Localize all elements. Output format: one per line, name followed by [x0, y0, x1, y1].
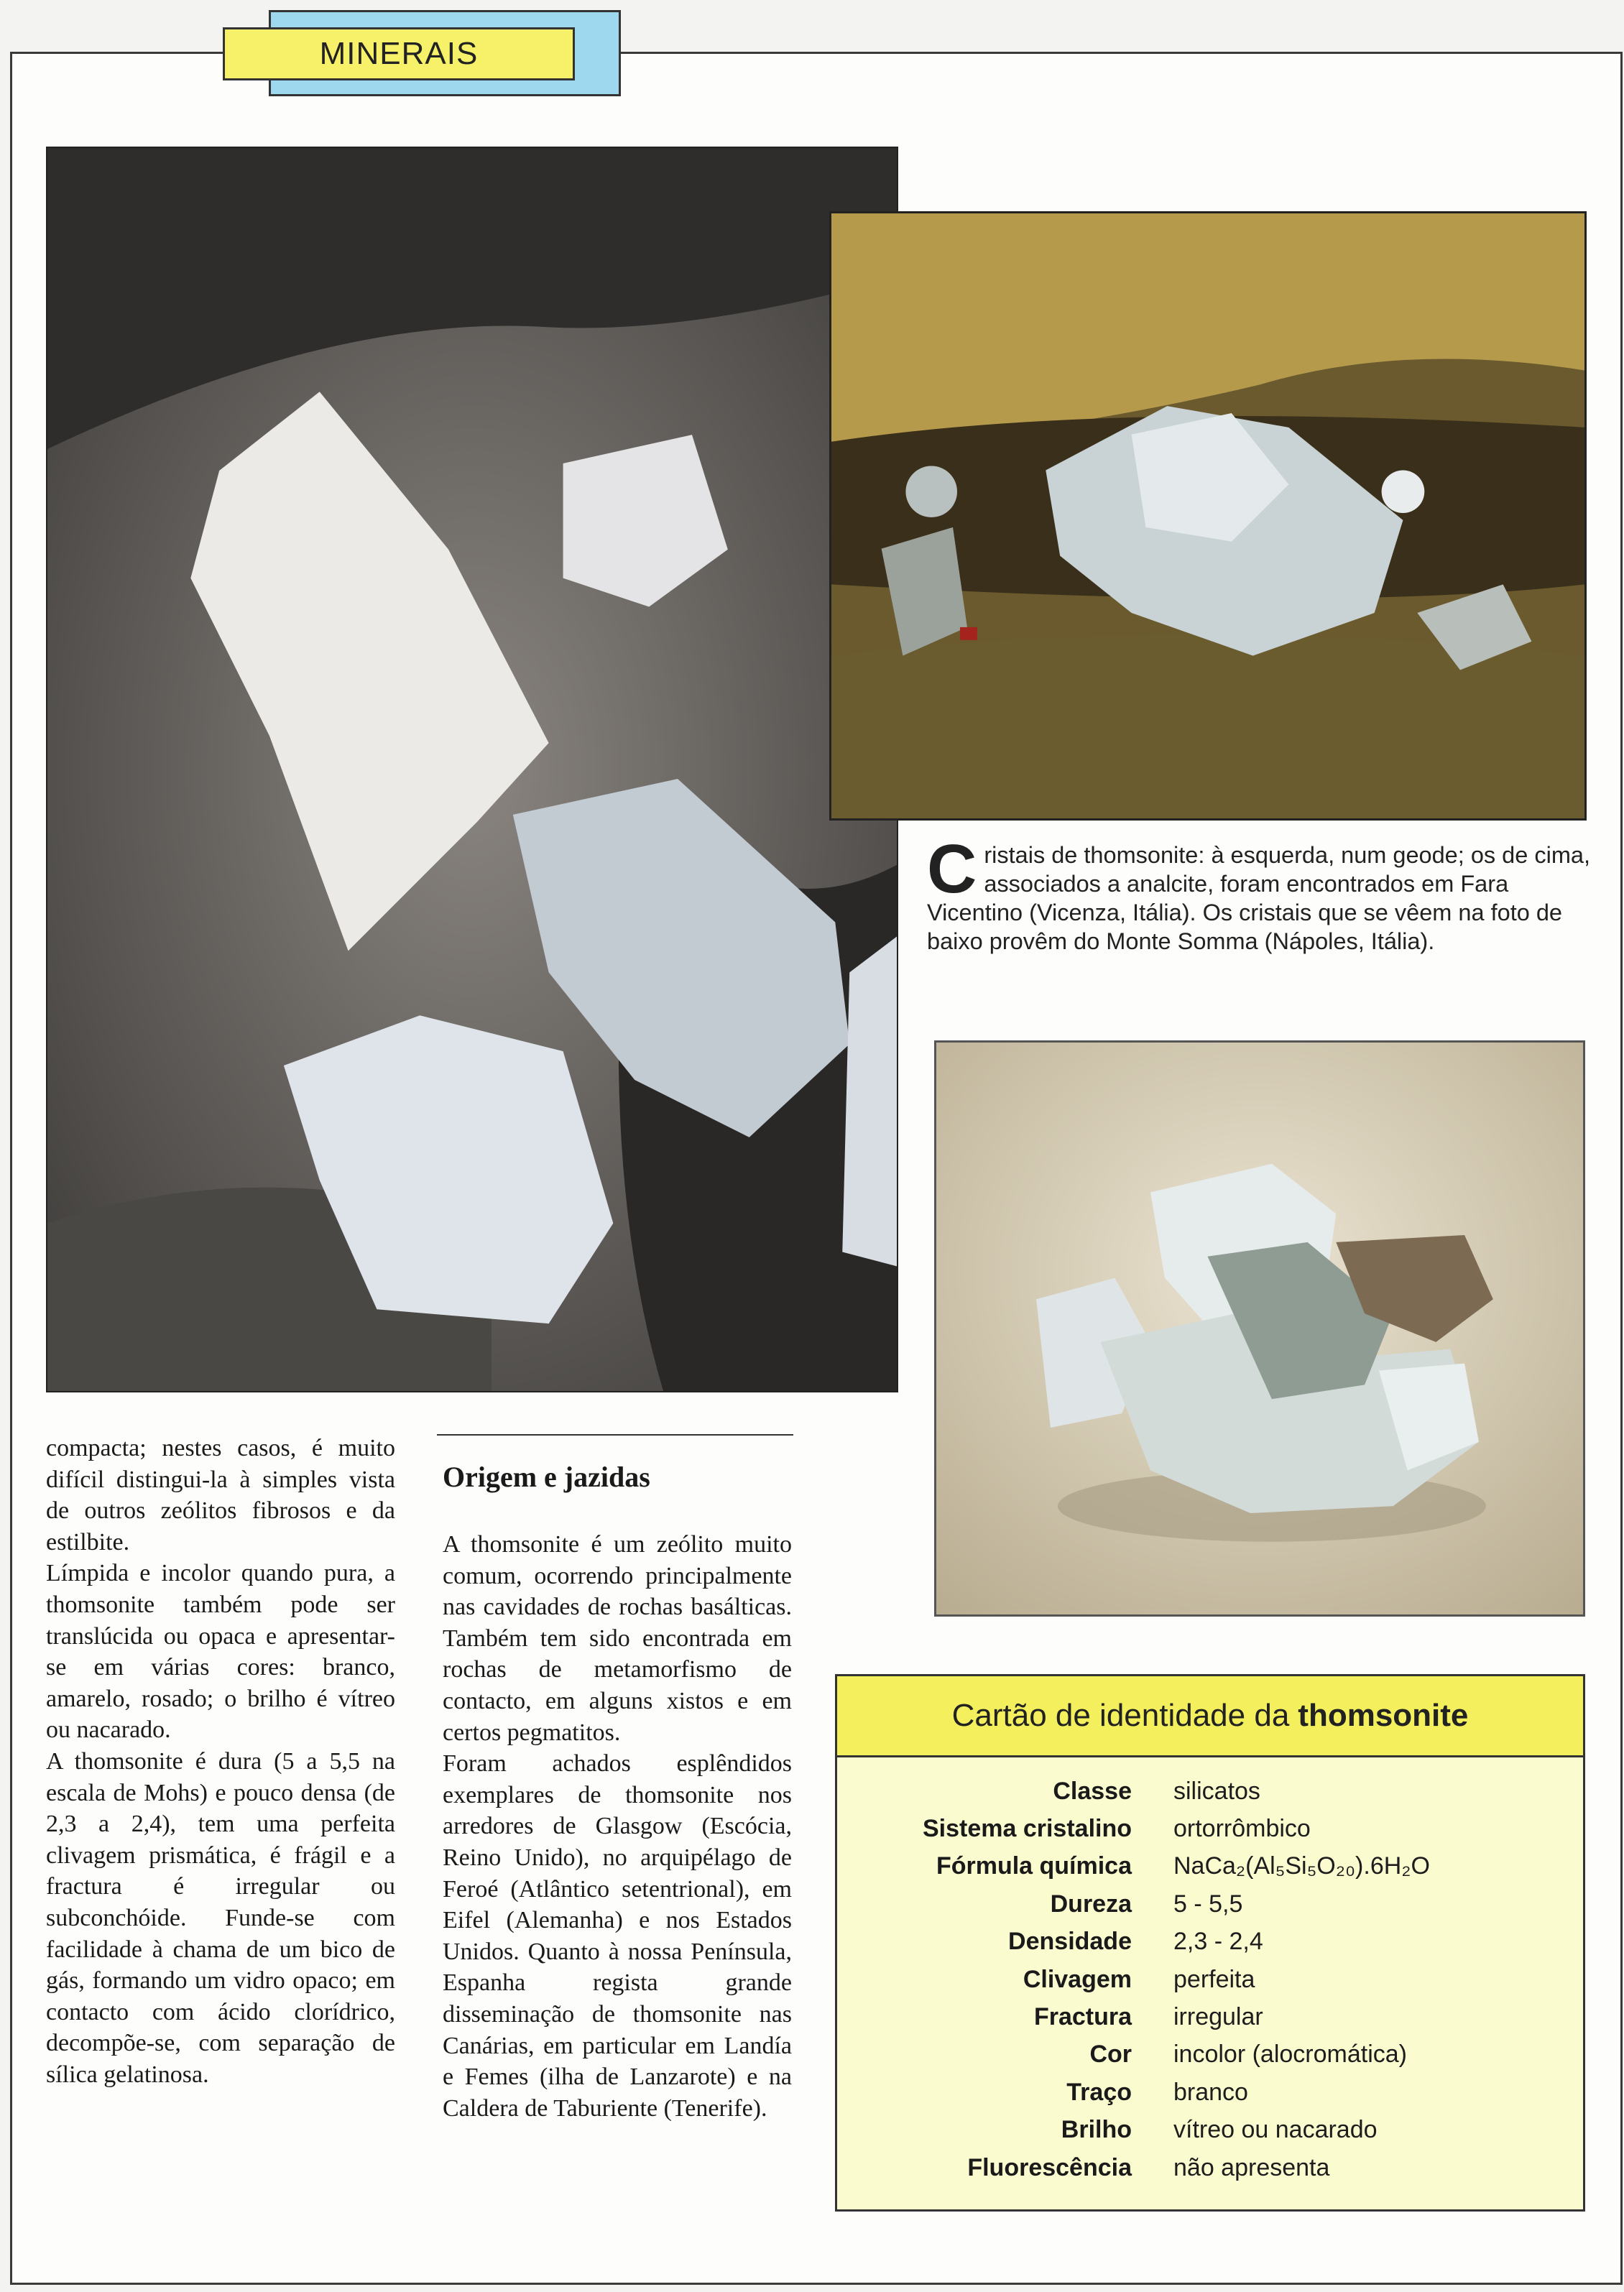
identity-card-title [837, 1676, 1583, 1757]
card-row [837, 1885, 1583, 1923]
card-row [837, 1810, 1583, 1847]
body-text-column-1 [46, 1433, 395, 2090]
paragraph: Foram achados esplêndidos exemplares de thomsonite nos arredores de Glasgow (Escócia, Reino Unido), no arquipélago de Feroé (Atlântico setentrional), em Eifel (Alemanha) e nos Estados Unidos. Quanto à nossa Península, Espanha regista grande disseminação de thomsonite nas Canárias, em particular em Landía e Femes (ilha de Lanzarote) e na Caldera de Taburiente (Tenerife). [443, 1750, 792, 2122]
card-title-prefix: Cartão de identidade da [951, 1698, 1290, 1733]
card-label: Classe [1053, 1777, 1132, 1805]
caption-dropcap: C [927, 831, 977, 907]
card-label: Sistema cristalino [922, 1815, 1132, 1843]
card-row [837, 1848, 1583, 1885]
card-value: vítreo ou nacarado [1173, 2116, 1378, 2144]
section-heading: Origem e jazidas [443, 1461, 650, 1493]
card-label: Brilho [1061, 2116, 1132, 2144]
card-row [837, 2149, 1583, 2186]
paragraph: compacta; nestes casos, é muito difícil distingui-la à simples vista de outros zeólitos fibrosos e da estilbite. [46, 1435, 395, 1556]
card-value: NaCa₂(Al₅Si₅O₂₀).6H₂O [1173, 1852, 1430, 1880]
card-value: incolor (alocromática) [1173, 2041, 1407, 2069]
card-value: não apresenta [1173, 2153, 1330, 2181]
monte-somma-crystal-photo [934, 1040, 1585, 1617]
thomsonite-geode-photo [46, 147, 898, 1392]
card-label: Clivagem [1023, 1965, 1132, 1993]
card-row [837, 1773, 1583, 1810]
card-value: perfeita [1173, 1965, 1255, 1993]
card-row [837, 1923, 1583, 1961]
caption-text: ristais de thomsonite: à esquerda, num geode; os de cima, associados a analcite, foram encontrados em Fara Vicentino (Vicenza, Itália). Os cristais que se vêem na foto de baixo provêm do Monte Somma (Nápoles, Itália). [927, 842, 1590, 954]
card-label: Dureza [1050, 1890, 1132, 1918]
card-label: Densidade [1008, 1928, 1132, 1956]
card-value: silicatos [1173, 1777, 1260, 1805]
card-value: branco [1173, 2078, 1248, 2106]
card-value: 2,3 - 2,4 [1173, 1928, 1263, 1956]
card-row [837, 2036, 1583, 2074]
card-label: Cor [1089, 2041, 1132, 2069]
paragraph: Límpida e incolor quando pura, a thomsonite também pode ser translúcida ou opaca e apresentar-se em várias cores: branco, amarelo, rosado; o brilho é vítreo ou nacarado. [46, 1560, 395, 1744]
section-divider [437, 1434, 793, 1436]
card-row [837, 2074, 1583, 2111]
card-row [837, 1961, 1583, 1998]
paragraph: A thomsonite é um zeólito muito comum, ocorrendo principalmente nas cavidades de rochas basálticas. Também tem sido encontrada em rochas de metamorfismo de contacto, em alguns xistos e em certos pegmatitos. [443, 1531, 792, 1746]
card-title-mineral: thomsonite [1298, 1698, 1469, 1733]
identity-card [835, 1674, 1585, 2212]
thomsonite-analcite-photo [829, 211, 1587, 821]
card-label: Fractura [1033, 2003, 1132, 2031]
body-text-column-2 [443, 1529, 792, 2124]
card-value: ortorrômbico [1173, 1815, 1311, 1843]
photo-caption [927, 831, 1595, 956]
section-label: MINERAIS [223, 27, 575, 80]
card-label: Fórmula química [936, 1852, 1132, 1880]
card-row [837, 1998, 1583, 2035]
card-label: Fluorescência [967, 2153, 1132, 2181]
card-value: 5 - 5,5 [1173, 1890, 1243, 1918]
identity-card-rows [837, 1773, 1583, 2186]
card-row [837, 2112, 1583, 2149]
card-label: Traço [1066, 2078, 1132, 2106]
card-value: irregular [1173, 2003, 1263, 2031]
paragraph: A thomsonite é dura (5 a 5,5 na escala de Mohs) e pouco densa (de 2,3 a 2,4), tem uma perfeita clivagem prismática, é frágil e a fractura é irregular ou subconchóide. Funde-se com facilidade à chama de um bico de gás, formando um vidro opaco; em contacto com ácido clorídrico, decompõe-se, com separação de sílica gelatinosa. [46, 1747, 395, 2088]
